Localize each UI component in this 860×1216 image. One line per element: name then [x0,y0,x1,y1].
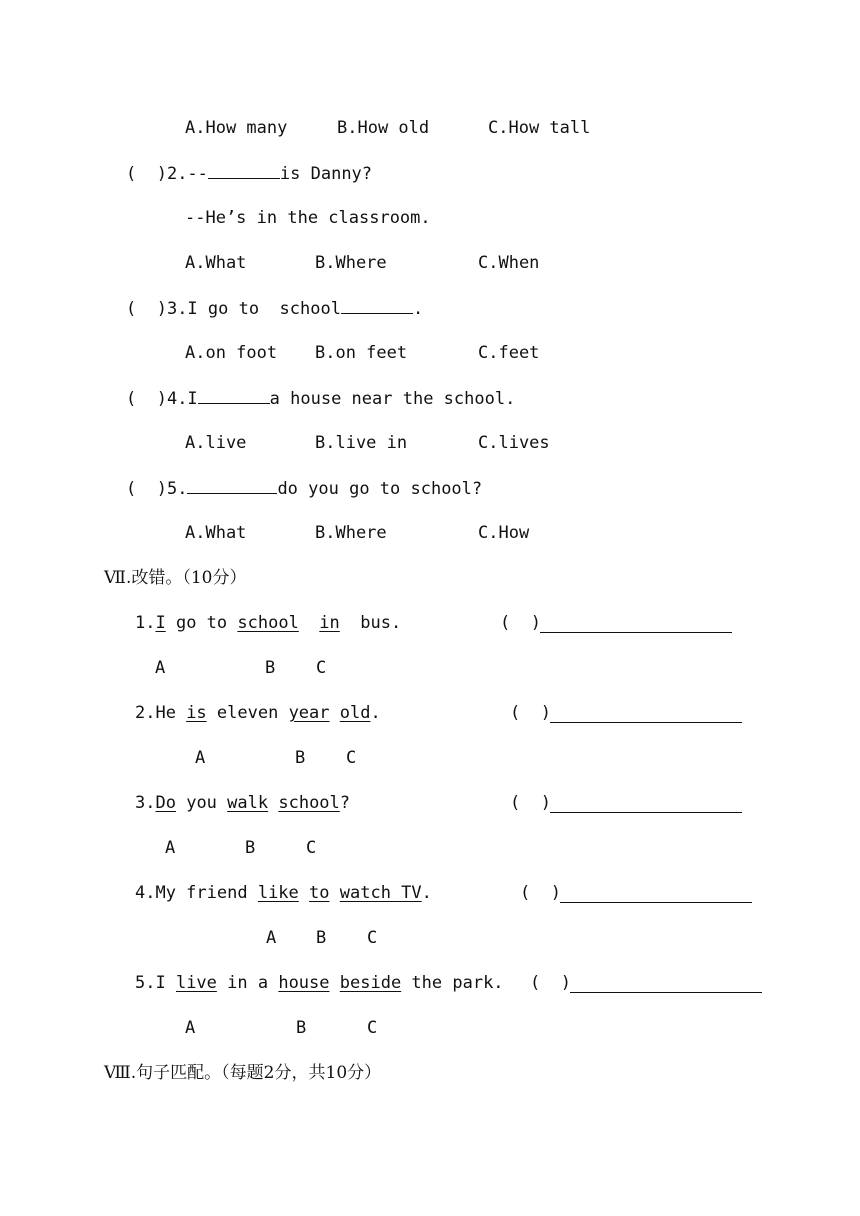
item-3-part-c: school [278,793,340,813]
q4-number: 4.I [166,389,198,409]
item-5-letter-a: A [185,1018,196,1038]
item-4-number: 4.My friend [135,883,258,903]
q3-option-c: C.feet [478,343,540,363]
q5-text: do you go to school? [277,479,483,499]
item-2-space [330,703,340,723]
item-3-part-b: walk [227,793,269,813]
item-3-letter-b: B [245,838,256,858]
q4-blank[interactable] [198,387,270,404]
q3-question [126,297,423,320]
q5-number: 5. [166,479,188,499]
q4-paren: ( ) [126,389,167,409]
item-4-paren[interactable]: ( ) [520,883,561,903]
item-4-letter-b: B [316,928,327,948]
item-5-text: in a [216,973,279,993]
item-1-part-c: in [319,613,340,633]
item-1-text: go to [165,613,238,633]
item-3-answer-line[interactable] [550,812,742,813]
q2-blank[interactable] [208,162,280,179]
item-1-paren[interactable]: ( ) [500,613,541,633]
correction-item-1 [135,612,401,634]
item-2-letter-a: A [195,748,206,768]
item-2-text: eleven [206,703,289,723]
item-5-space [330,973,340,993]
q3-option-a: A.on foot [185,343,278,363]
q5-paren: ( ) [126,479,167,499]
q2-text: is Danny? [279,164,373,184]
item-1-space [299,613,319,633]
q4-option-b: B.live in [315,433,408,453]
item-2-letter-c: C [346,748,357,768]
item-4-letter-a: A [266,928,277,948]
item-3-text: you [175,793,228,813]
q2-answer-line: --He’s in the classroom. [185,208,431,228]
item-3-paren[interactable]: ( ) [510,793,551,813]
q3-text: 3.I go to school [166,299,341,319]
q1-option-c: C.How tall [488,118,591,138]
correction-item-4 [135,882,432,904]
correction-item-3 [135,792,350,814]
item-2-paren[interactable]: ( ) [510,703,551,723]
item-5-end: the park. [401,973,504,993]
item-5-part-b: house [278,973,330,993]
item-1-end: bus. [339,613,402,633]
item-1-part-a: I [155,613,166,633]
item-2-part-b: year [288,703,330,723]
item-5-part-c: beside [339,973,402,993]
q2-option-c: C.When [478,253,540,273]
q3-blank[interactable] [341,297,413,314]
q1-option-a: A.How many [185,118,288,138]
q2-number: 2.-- [166,164,208,184]
item-5-paren[interactable]: ( ) [530,973,571,993]
q3-option-b: B.on feet [315,343,408,363]
item-5-part-a: live [175,973,217,993]
item-1-part-b: school [237,613,299,633]
item-1-letter-b: B [265,658,276,678]
item-2-answer-line[interactable] [550,722,742,723]
item-4-part-c: watch TV [339,883,422,903]
correction-item-2 [135,702,381,724]
item-1-letter-c: C [316,658,327,678]
q3-paren: ( ) [126,299,167,319]
item-5-answer-line[interactable] [570,992,762,993]
q3-end: . [412,299,424,319]
item-2-letter-b: B [295,748,306,768]
item-3-letter-a: A [165,838,176,858]
item-3-end: ? [339,793,351,813]
q2-option-a: A.What [185,253,247,273]
q4-text: a house near the school. [269,389,516,409]
q2-option-b: B.Where [315,253,387,273]
item-4-end: . [421,883,432,903]
item-4-space-1 [299,883,309,903]
section-8-title: Ⅷ.句子匹配。（每题2分，共10分） [104,1063,382,1083]
item-1-letter-a: A [155,658,166,678]
q5-option-c: C.How [478,523,530,543]
item-2-number: 2.He [135,703,187,723]
item-2-part-a: is [186,703,207,723]
item-3-part-a: Do [155,793,176,813]
item-4-letter-c: C [367,928,378,948]
section-7-title: Ⅶ.改错。（10分） [104,568,247,588]
item-3-space [268,793,278,813]
q1-option-b: B.How old [337,118,430,138]
q4-question [126,387,515,410]
q5-option-b: B.Where [315,523,387,543]
item-3-number: 3. [135,793,156,813]
item-1-number: 1. [135,613,156,633]
item-1-answer-line[interactable] [540,632,732,633]
q4-option-c: C.lives [478,433,550,453]
correction-item-5 [135,972,504,994]
item-2-end: . [370,703,381,723]
q5-option-a: A.What [185,523,247,543]
item-4-space-2 [330,883,340,903]
q2-question [126,162,372,185]
item-5-number: 5.I [135,973,176,993]
item-5-letter-c: C [367,1018,378,1038]
q4-option-a: A.live [185,433,247,453]
q5-question [126,477,482,500]
item-5-letter-b: B [296,1018,307,1038]
item-2-part-c: old [339,703,371,723]
item-3-letter-c: C [306,838,317,858]
item-4-part-a: like [257,883,299,903]
item-4-part-b: to [309,883,330,903]
q2-paren: ( ) [126,164,167,184]
q5-blank[interactable] [187,477,277,494]
item-4-answer-line[interactable] [560,902,752,903]
